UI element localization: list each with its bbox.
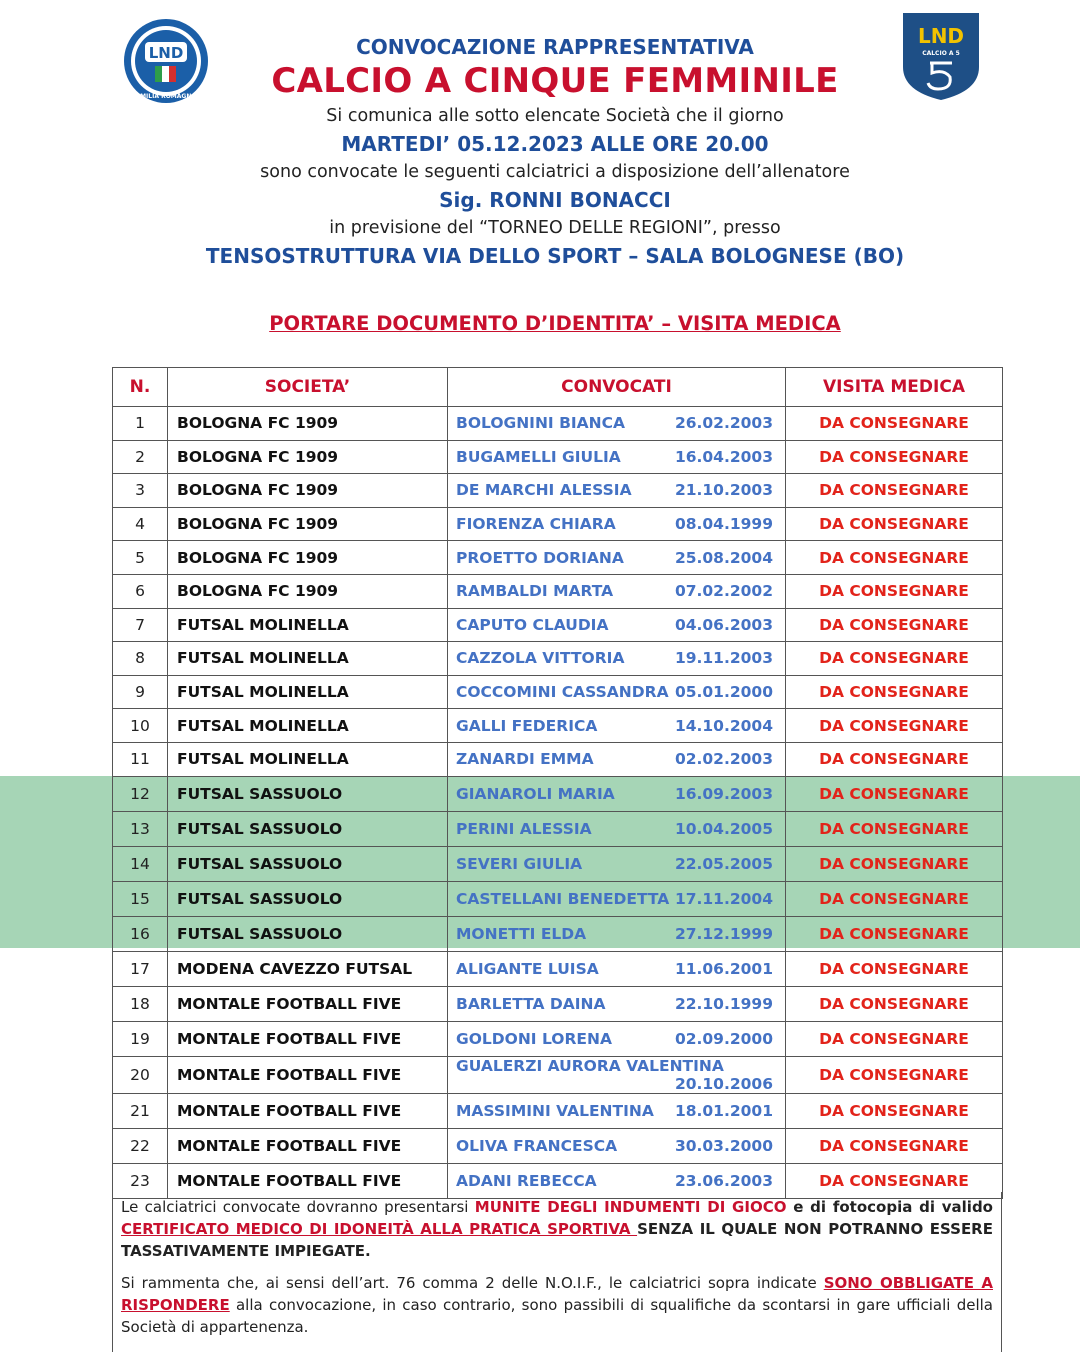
row-number: 12	[113, 776, 168, 811]
row-societa: BOLOGNA FC 1909	[168, 574, 448, 608]
table-row	[113, 951, 1003, 986]
player-birthdate: 10.04.2005	[674, 819, 773, 838]
player-birthdate: 17.11.2004	[674, 889, 773, 908]
row-societa: MONTALE FOOTBALL FIVE	[168, 1163, 448, 1198]
header-n: N.	[113, 368, 168, 407]
row-visita-medica: DA CONSEGNARE	[786, 507, 1003, 541]
row-number: 22	[113, 1128, 168, 1163]
header-societa: SOCIETA’	[168, 368, 448, 407]
footer-text: SENZA IL QUALE NON POTRANNO ESSERE TASSATIVAMENTE IMPIEGATE.	[121, 1220, 993, 1260]
row-convocata	[448, 1093, 786, 1128]
player-birthdate: 16.09.2003	[674, 784, 773, 803]
roster-table	[112, 367, 1003, 1199]
table-row	[113, 574, 1003, 608]
row-societa: BOLOGNA FC 1909	[168, 474, 448, 508]
header-visita: VISITA MEDICA	[786, 368, 1003, 407]
player-birthdate: 02.02.2003	[674, 750, 773, 769]
row-number: 16	[113, 916, 168, 951]
row-number: 14	[113, 846, 168, 881]
player-birthdate: 23.06.2003	[674, 1171, 773, 1190]
svg-text:CALCIO A 5: CALCIO A 5	[922, 50, 960, 57]
row-convocata	[448, 986, 786, 1021]
player-name: DE MARCHI ALESSIA	[456, 481, 632, 500]
row-societa: MONTALE FOOTBALL FIVE	[168, 1056, 448, 1093]
player-name: CAPUTO CLAUDIA	[456, 615, 609, 634]
row-number: 4	[113, 507, 168, 541]
row-visita-medica: DA CONSEGNARE	[786, 608, 1003, 642]
row-convocata	[448, 474, 786, 508]
row-convocata	[448, 811, 786, 846]
row-societa: MONTALE FOOTBALL FIVE	[168, 986, 448, 1021]
row-convocata	[448, 675, 786, 709]
player-birthdate: 07.02.2002	[674, 582, 773, 601]
row-number: 2	[113, 440, 168, 474]
table-row	[113, 440, 1003, 474]
player-name: GUALERZI AURORA VALENTINA	[456, 1056, 724, 1075]
table-row	[113, 709, 1003, 743]
table-row	[113, 742, 1003, 776]
row-visita-medica: DA CONSEGNARE	[786, 776, 1003, 811]
header-line-1: Si comunica alle sotto elencate Società che il giorno	[326, 106, 784, 126]
player-name: PROETTO DORIANA	[456, 548, 624, 567]
header-notice: PORTARE DOCUMENTO D’IDENTITA’ – VISITA MEDICA	[269, 312, 841, 335]
table-row	[113, 608, 1003, 642]
player-name: MONETTI ELDA	[456, 924, 587, 943]
player-birthdate: 26.02.2003	[674, 414, 773, 433]
row-number: 3	[113, 474, 168, 508]
player-name: CAZZOLA VITTORIA	[456, 649, 625, 668]
row-number: 8	[113, 642, 168, 676]
header-title: CALCIO A CINQUE FEMMINILE	[271, 61, 839, 101]
player-birthdate: 02.09.2000	[674, 1029, 773, 1048]
player-name: COCCOMINI CASSANDRA	[456, 683, 669, 702]
player-name: PERINI ALESSIA	[456, 819, 592, 838]
player-name: GOLDONI LORENA	[456, 1029, 612, 1048]
player-birthdate: 20.10.2006	[674, 1074, 773, 1093]
row-number: 1	[113, 407, 168, 441]
row-number: 15	[113, 881, 168, 916]
row-convocata	[448, 1056, 786, 1093]
player-name: GALLI FEDERICA	[456, 716, 598, 735]
table-row	[113, 642, 1003, 676]
header-coach: Sig. RONNI BONACCI	[439, 188, 671, 212]
row-visita-medica: DA CONSEGNARE	[786, 709, 1003, 743]
row-visita-medica: DA CONSEGNARE	[786, 474, 1003, 508]
row-visita-medica: DA CONSEGNARE	[786, 440, 1003, 474]
row-visita-medica: DA CONSEGNARE	[786, 916, 1003, 951]
row-convocata	[448, 951, 786, 986]
row-convocata	[448, 642, 786, 676]
row-societa: FUTSAL MOLINELLA	[168, 742, 448, 776]
table-row	[113, 811, 1003, 846]
table-row	[113, 541, 1003, 575]
player-name: CASTELLANI BENEDETTA	[456, 889, 670, 908]
row-visita-medica: DA CONSEGNARE	[786, 1021, 1003, 1056]
row-visita-medica: DA CONSEGNARE	[786, 1128, 1003, 1163]
row-societa: FUTSAL SASSUOLO	[168, 881, 448, 916]
table-row	[113, 846, 1003, 881]
header-convocati: CONVOCATI	[448, 368, 786, 407]
row-convocata	[448, 574, 786, 608]
row-visita-medica: DA CONSEGNARE	[786, 574, 1003, 608]
svg-text:LND: LND	[148, 44, 184, 62]
row-number: 11	[113, 742, 168, 776]
row-visita-medica: DA CONSEGNARE	[786, 1056, 1003, 1093]
row-visita-medica: DA CONSEGNARE	[786, 986, 1003, 1021]
table-row	[113, 407, 1003, 441]
table-row	[113, 776, 1003, 811]
table-row	[113, 1021, 1003, 1056]
footer-emphasis: CERTIFICATO MEDICO DI IDONEITÀ ALLA PRATICA SPORTIVA	[121, 1220, 638, 1238]
row-societa: FUTSAL MOLINELLA	[168, 675, 448, 709]
player-birthdate: 19.11.2003	[674, 649, 773, 668]
row-societa: FUTSAL MOLINELLA	[168, 608, 448, 642]
table-row	[113, 1056, 1003, 1093]
row-number: 13	[113, 811, 168, 846]
row-societa: BOLOGNA FC 1909	[168, 440, 448, 474]
row-number: 10	[113, 709, 168, 743]
row-societa: MONTALE FOOTBALL FIVE	[168, 1128, 448, 1163]
player-name: BUGAMELLI GIULIA	[456, 447, 621, 466]
player-birthdate: 27.12.1999	[674, 924, 773, 943]
table-row	[113, 507, 1003, 541]
svg-text:LND: LND	[917, 24, 965, 48]
player-name: ALIGANTE LUISA	[456, 959, 599, 978]
row-convocata	[448, 440, 786, 474]
footer-emphasis: SONO OBBLIGATE A RISPONDERE	[121, 1274, 993, 1314]
row-convocata	[448, 608, 786, 642]
player-name: RAMBALDI MARTA	[456, 582, 614, 601]
player-birthdate: 22.10.1999	[674, 994, 773, 1013]
footer-text: e di fotocopia di valido	[786, 1198, 993, 1216]
row-visita-medica: DA CONSEGNARE	[786, 675, 1003, 709]
row-societa: MODENA CAVEZZO FUTSAL	[168, 951, 448, 986]
row-convocata	[448, 916, 786, 951]
player-birthdate: 30.03.2000	[674, 1136, 773, 1155]
header-venue: TENSOSTRUTTURA VIA DELLO SPORT – SALA BOLOGNESE (BO)	[205, 244, 905, 268]
player-name: ADANI REBECCA	[456, 1171, 597, 1190]
player-birthdate: 14.10.2004	[674, 716, 773, 735]
row-visita-medica: DA CONSEGNARE	[786, 642, 1003, 676]
footer-notes	[112, 1192, 1002, 1352]
player-birthdate: 21.10.2003	[674, 481, 773, 500]
document-header	[150, 34, 960, 270]
row-societa: MONTALE FOOTBALL FIVE	[168, 1093, 448, 1128]
player-name: GIANAROLI MARIA	[456, 784, 615, 803]
footer-emphasis: MUNITE DEGLI INDUMENTI DI GIOCO	[474, 1198, 787, 1216]
footer-text: Si rammenta che, ai sensi dell’art. 76 comma 2 delle N.O.I.F., le calciatrici sopra indicate	[121, 1274, 824, 1292]
row-number: 9	[113, 675, 168, 709]
row-visita-medica: DA CONSEGNARE	[786, 1163, 1003, 1198]
row-convocata	[448, 1021, 786, 1056]
row-societa: FUTSAL MOLINELLA	[168, 709, 448, 743]
row-number: 6	[113, 574, 168, 608]
row-number: 5	[113, 541, 168, 575]
player-birthdate: 18.01.2001	[674, 1101, 773, 1120]
row-number: 20	[113, 1056, 168, 1093]
row-visita-medica: DA CONSEGNARE	[786, 881, 1003, 916]
header-line-3: in previsione del “TORNEO DELLE REGIONI”, presso	[329, 218, 781, 238]
row-number: 17	[113, 951, 168, 986]
row-number: 18	[113, 986, 168, 1021]
row-number: 19	[113, 1021, 168, 1056]
row-societa: FUTSAL MOLINELLA	[168, 642, 448, 676]
player-name: OLIVA FRANCESCA	[456, 1136, 618, 1155]
row-visita-medica: DA CONSEGNARE	[786, 1093, 1003, 1128]
header-kicker: CONVOCAZIONE RAPPRESENTATIVA	[356, 35, 754, 59]
player-name: ZANARDI EMMA	[456, 750, 594, 769]
player-birthdate: 04.06.2003	[674, 615, 773, 634]
row-number: 7	[113, 608, 168, 642]
row-societa: BOLOGNA FC 1909	[168, 541, 448, 575]
row-convocata	[448, 776, 786, 811]
footer-text: alla convocazione, in caso contrario, sono passibili di squalifiche da scontarsi in gare ufficiali della Società di appartenenza.	[121, 1296, 993, 1336]
row-convocata	[448, 846, 786, 881]
table-row	[113, 675, 1003, 709]
footer-paragraph-2	[121, 1272, 993, 1338]
row-visita-medica: DA CONSEGNARE	[786, 951, 1003, 986]
row-visita-medica: DA CONSEGNARE	[786, 846, 1003, 881]
svg-text:EMILIA ROMAGNA: EMILIA ROMAGNA	[135, 93, 197, 100]
table-row	[113, 881, 1003, 916]
header-date: MARTEDI’ 05.12.2023 ALLE ORE 20.00	[341, 132, 769, 156]
row-visita-medica: DA CONSEGNARE	[786, 541, 1003, 575]
player-birthdate: 22.05.2005	[674, 854, 773, 873]
row-societa: BOLOGNA FC 1909	[168, 507, 448, 541]
row-visita-medica: DA CONSEGNARE	[786, 407, 1003, 441]
table-row	[113, 1128, 1003, 1163]
row-societa: FUTSAL SASSUOLO	[168, 916, 448, 951]
header-line-2: sono convocate le seguenti calciatrici a disposizione dell’allenatore	[260, 162, 850, 182]
row-societa: FUTSAL SASSUOLO	[168, 846, 448, 881]
player-birthdate: 16.04.2003	[674, 447, 773, 466]
row-convocata	[448, 709, 786, 743]
player-birthdate: 11.06.2001	[674, 959, 773, 978]
table-row	[113, 916, 1003, 951]
row-number: 23	[113, 1163, 168, 1198]
player-name: BARLETTA DAINA	[456, 994, 606, 1013]
footer-text: Le calciatrici convocate dovranno presentarsi	[121, 1198, 475, 1216]
row-convocata	[448, 407, 786, 441]
row-convocata	[448, 541, 786, 575]
row-societa: BOLOGNA FC 1909	[168, 407, 448, 441]
row-convocata	[448, 507, 786, 541]
row-visita-medica: DA CONSEGNARE	[786, 811, 1003, 846]
row-societa: FUTSAL SASSUOLO	[168, 811, 448, 846]
row-visita-medica: DA CONSEGNARE	[786, 742, 1003, 776]
player-name: MASSIMINI VALENTINA	[456, 1101, 654, 1120]
row-convocata	[448, 1128, 786, 1163]
player-name: BOLOGNINI BIANCA	[456, 414, 626, 433]
player-birthdate: 08.04.1999	[674, 515, 773, 534]
player-birthdate: 05.01.2000	[674, 683, 773, 702]
row-societa: MONTALE FOOTBALL FIVE	[168, 1021, 448, 1056]
row-societa: FUTSAL SASSUOLO	[168, 776, 448, 811]
table-row	[113, 474, 1003, 508]
footer-paragraph-1	[121, 1196, 993, 1262]
player-name: FIORENZA CHIARA	[456, 515, 616, 534]
row-convocata	[448, 742, 786, 776]
player-birthdate: 25.08.2004	[674, 548, 773, 567]
row-convocata	[448, 881, 786, 916]
row-number: 21	[113, 1093, 168, 1128]
table-row	[113, 1093, 1003, 1128]
player-name: SEVERI GIULIA	[456, 854, 583, 873]
roster-body	[113, 407, 1003, 1199]
table-row	[113, 986, 1003, 1021]
